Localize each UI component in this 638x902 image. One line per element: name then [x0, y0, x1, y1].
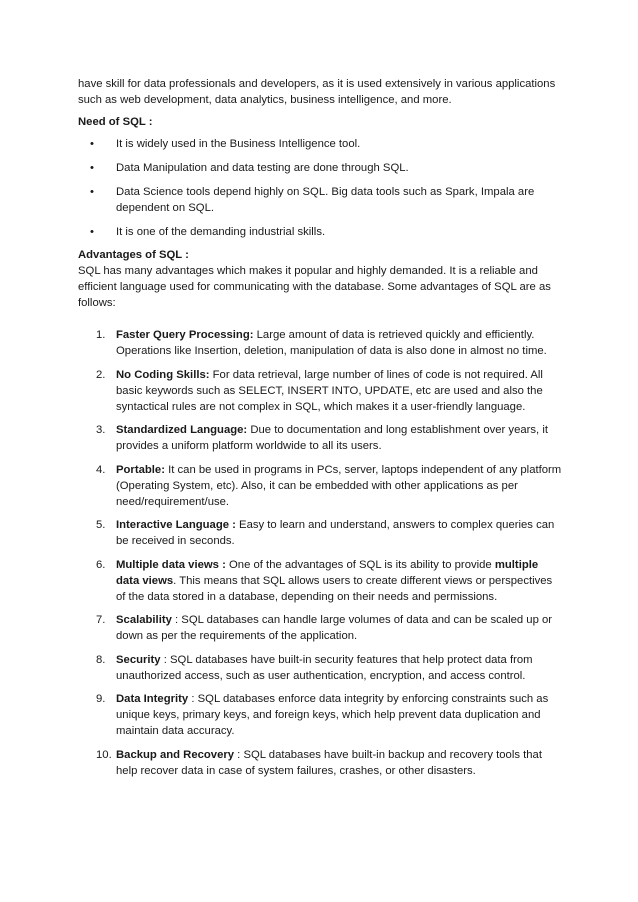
advantage-title: Backup and Recovery [116, 748, 235, 761]
advantages-section [78, 247, 564, 779]
list-item-text: It is one of the demanding industrial skills. [116, 226, 326, 238]
advantage-title: Interactive Language : [116, 519, 236, 531]
advantage-title: Standardized Language: [116, 424, 248, 436]
advantage-item [78, 652, 564, 684]
bullet-icon: • [90, 186, 94, 198]
advantage-title: No Coding Skills: [116, 368, 210, 381]
intro-paragraph: have skill for data professionals and developers, as it is used extensively in various applications such as web development, data analytics, business intelligence, and more. [78, 78, 556, 106]
item-number: 5. [96, 519, 106, 531]
advantage-item [78, 747, 564, 779]
advantage-title: Scalability [116, 614, 172, 626]
advantage-text: It can be used in programs in PCs, server, laptops independent of any platform (Operating System, etc). Also, it can be embedded with other applications as per need/requirement/use. [116, 463, 562, 508]
list-item-text: Data Science tools depend highly on SQL. Big data tools such as Spark, Impala are dependent on SQL. [116, 186, 535, 214]
advantage-item [78, 557, 564, 605]
item-number: 1. [96, 329, 106, 341]
advantage-text: : SQL databases can handle large volumes of data and can be scaled up or down as per the requirements of the application. [116, 614, 553, 642]
advantage-title: Data Integrity [116, 693, 189, 705]
list-item-text: Data Manipulation and data testing are done through SQL. [116, 162, 409, 174]
list-item-text: It is widely used in the Business Intelligence tool. [116, 138, 361, 150]
advantages-heading: Advantages of SQL : [78, 249, 189, 261]
advantage-item [78, 327, 564, 359]
item-number: 6. [96, 558, 106, 571]
item-number: 8. [96, 653, 106, 666]
document-body [78, 76, 564, 786]
need-of-sql-heading: Need of SQL : [78, 116, 153, 128]
advantage-text: : SQL databases enforce data integrity by enforcing constraints such as unique keys, primary keys, and foreign keys, which help prevent data duplication and maintain data accuracy. [116, 693, 549, 737]
advantage-title: Multiple data views : [116, 558, 226, 571]
advantage-text-continued: . This means that SQL allows users to create different views or perspectives of the data stored in a database, depending on their needs and permissions. [116, 574, 553, 603]
advantage-title: Portable: [116, 463, 165, 476]
advantage-text: One of the advantages of SQL is its ability to provide [225, 558, 495, 571]
item-number: 7. [96, 614, 106, 626]
advantage-item [78, 691, 564, 739]
advantage-text: Easy to learn and understand, answers to complex queries can be received in seconds. [116, 519, 555, 547]
advantages-list [78, 327, 564, 779]
list-item [78, 160, 564, 176]
advantage-item [78, 367, 564, 415]
advantage-text: Due to documentation and long establishment over years, it provides a uniform platform worldwide to all its users. [116, 424, 548, 452]
bullet-icon: • [90, 138, 94, 150]
advantage-item [78, 612, 564, 644]
bullet-icon: • [90, 226, 94, 238]
advantage-item [78, 517, 564, 549]
advantage-item [78, 422, 564, 454]
advantage-item [78, 462, 564, 510]
item-number: 3. [96, 424, 106, 436]
advantage-text: : SQL databases have built-in security features that help protect data from unauthorized access, such as user authentication, encryption, and access control. [116, 653, 533, 682]
item-number: 9. [96, 693, 106, 705]
list-item [78, 136, 564, 152]
item-number: 4. [96, 463, 106, 476]
advantage-bold-phrase: multiple data views [116, 558, 539, 587]
need-of-sql-list [78, 136, 564, 240]
item-number: 2. [96, 368, 106, 381]
advantage-text: For data retrieval, large number of lines of code is not required. All basic keywords such as SELECT, INSERT INTO, UPDATE, etc are used and also the syntactical rules are not complex in SQL, which makes it a user-friendly language. [116, 368, 543, 413]
advantage-title: Security [116, 653, 161, 666]
list-item [78, 184, 564, 216]
advantages-intro: SQL has many advantages which makes it popular and highly demanded. It is a reliable and efficient language used for communicating with the database. Some advantages of SQL are as follows: [78, 265, 551, 309]
item-number: 10. [96, 748, 112, 761]
advantage-text: : SQL databases have built-in backup and recovery tools that help recover data in case of system failures, crashes, or other disasters. [116, 748, 542, 777]
bullet-icon: • [90, 162, 94, 174]
advantage-text: Large amount of data is retrieved quickly and efficiently. Operations like Insertion, deletion, manipulation of data is also done in almost no time. [116, 329, 547, 357]
list-item [78, 224, 564, 240]
advantage-title: Faster Query Processing: [116, 329, 254, 341]
